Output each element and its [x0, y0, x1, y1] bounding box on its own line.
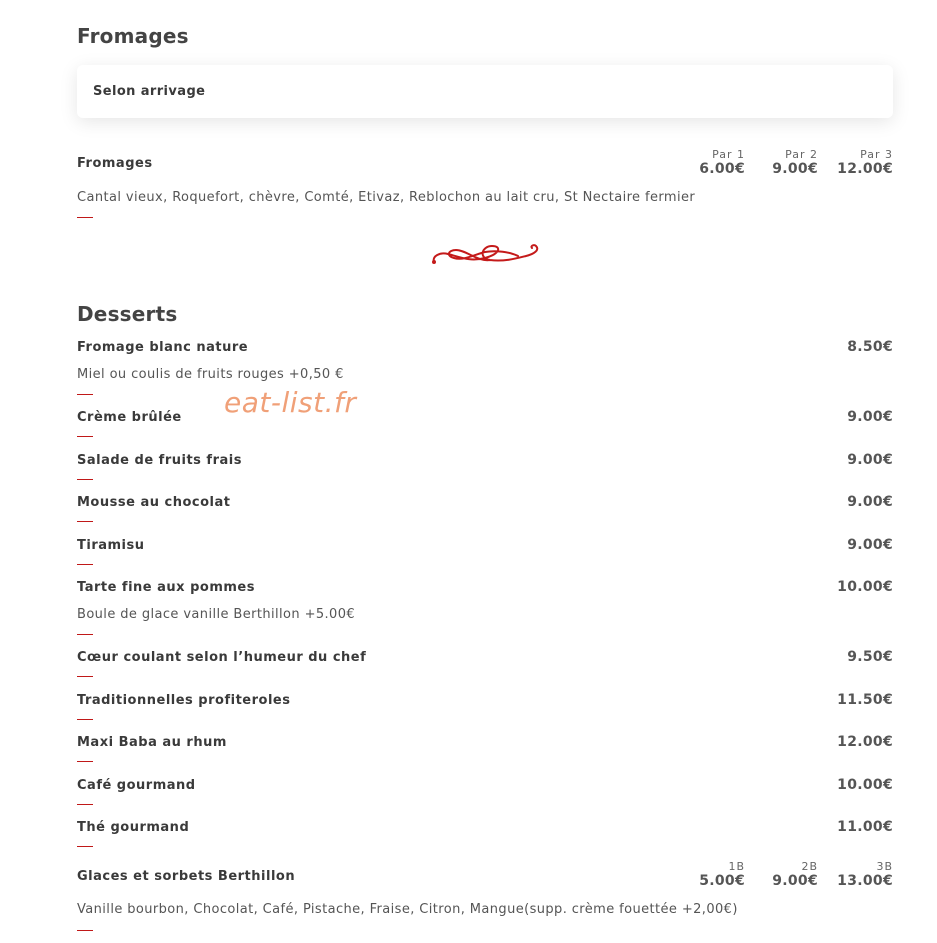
price-1-boule: 1B 5.00€ — [699, 860, 745, 889]
item-name: Traditionnelles profiteroles — [77, 692, 291, 708]
menu-item-dessert — [77, 578, 893, 648]
item-divider — [77, 436, 93, 437]
menu-item-dessert — [77, 451, 893, 494]
item-price: 11.00€ — [837, 819, 893, 835]
item-divider — [77, 564, 93, 565]
item-divider — [77, 930, 93, 931]
item-price: 9.00€ — [847, 494, 893, 510]
item-description: Boule de glace vanille Berthillon +5.00€ — [77, 607, 356, 622]
watermark-logo: eat-list.fr — [224, 386, 357, 419]
menu-item-dessert — [77, 493, 893, 536]
menu-item-dessert — [77, 733, 893, 776]
price-par-3: Par 3 12.00€ — [837, 148, 893, 177]
item-name: Cœur coulant selon l’humeur du chef — [77, 650, 367, 665]
item-divider — [77, 521, 93, 522]
price-par-2: Par 2 9.00€ — [772, 148, 818, 177]
item-name: Fromages — [77, 156, 153, 171]
item-price: 12.00€ — [837, 734, 893, 750]
item-price: 11.50€ — [837, 691, 893, 708]
item-divider — [77, 761, 93, 762]
item-price: 9.00€ — [847, 409, 893, 425]
price-2-boules: 2B 9.00€ — [772, 860, 818, 889]
item-name: Salade de fruits frais — [77, 452, 242, 468]
price-par-1: Par 1 6.00€ — [699, 148, 745, 177]
availability-text: Selon arrivage — [93, 84, 206, 99]
item-price: 9.50€ — [847, 649, 893, 665]
item-name: Crème brûlée — [77, 410, 182, 425]
item-price: 10.00€ — [837, 776, 893, 793]
item-name: Tiramisu — [77, 537, 145, 553]
item-price: 9.00€ — [847, 451, 893, 468]
item-divider — [77, 634, 93, 635]
item-description: Vanille bourbon, Chocolat, Café, Pistache, Fraise, Citron, Mangue(supp. crème fouettée +2,00€) — [77, 902, 738, 917]
section-title-fromages: Fromages — [77, 24, 189, 48]
availability-card — [77, 65, 893, 118]
item-divider — [77, 394, 93, 395]
menu-item-dessert — [77, 408, 893, 451]
item-name: Thé gourmand — [77, 820, 190, 835]
menu-item-fromages — [77, 148, 893, 228]
item-price: 8.50€ — [847, 339, 893, 355]
menu-item-glaces — [77, 860, 893, 940]
item-name: Café gourmand — [77, 777, 196, 793]
menu-item-dessert — [77, 818, 893, 861]
item-name: Maxi Baba au rhum — [77, 735, 227, 750]
price-3-boules: 3B 13.00€ — [837, 860, 893, 889]
menu-item-dessert — [77, 338, 893, 408]
section-title-desserts: Desserts — [77, 302, 178, 326]
item-name: Glaces et sorbets Berthillon — [77, 869, 296, 884]
item-price: 9.00€ — [847, 536, 893, 553]
menu-item-dessert — [77, 648, 893, 691]
menu-item-dessert — [77, 776, 893, 819]
item-name: Fromage blanc nature — [77, 340, 249, 355]
item-price: 10.00€ — [837, 579, 893, 595]
item-divider — [77, 719, 93, 720]
item-description: Cantal vieux, Roquefort, chèvre, Comté, Etivaz, Reblochon au lait cru, St Nectaire fermier — [77, 190, 696, 205]
ornament-divider-icon — [430, 240, 542, 268]
item-divider — [77, 217, 93, 218]
item-divider — [77, 804, 93, 805]
item-divider — [77, 479, 93, 480]
item-name: Tarte fine aux pommes — [77, 580, 255, 595]
menu-item-dessert — [77, 536, 893, 579]
item-divider — [77, 676, 93, 677]
item-description: Miel ou coulis de fruits rouges +0,50 € — [77, 367, 344, 382]
item-name: Mousse au chocolat — [77, 495, 231, 510]
menu-item-dessert — [77, 691, 893, 734]
item-divider — [77, 846, 93, 847]
